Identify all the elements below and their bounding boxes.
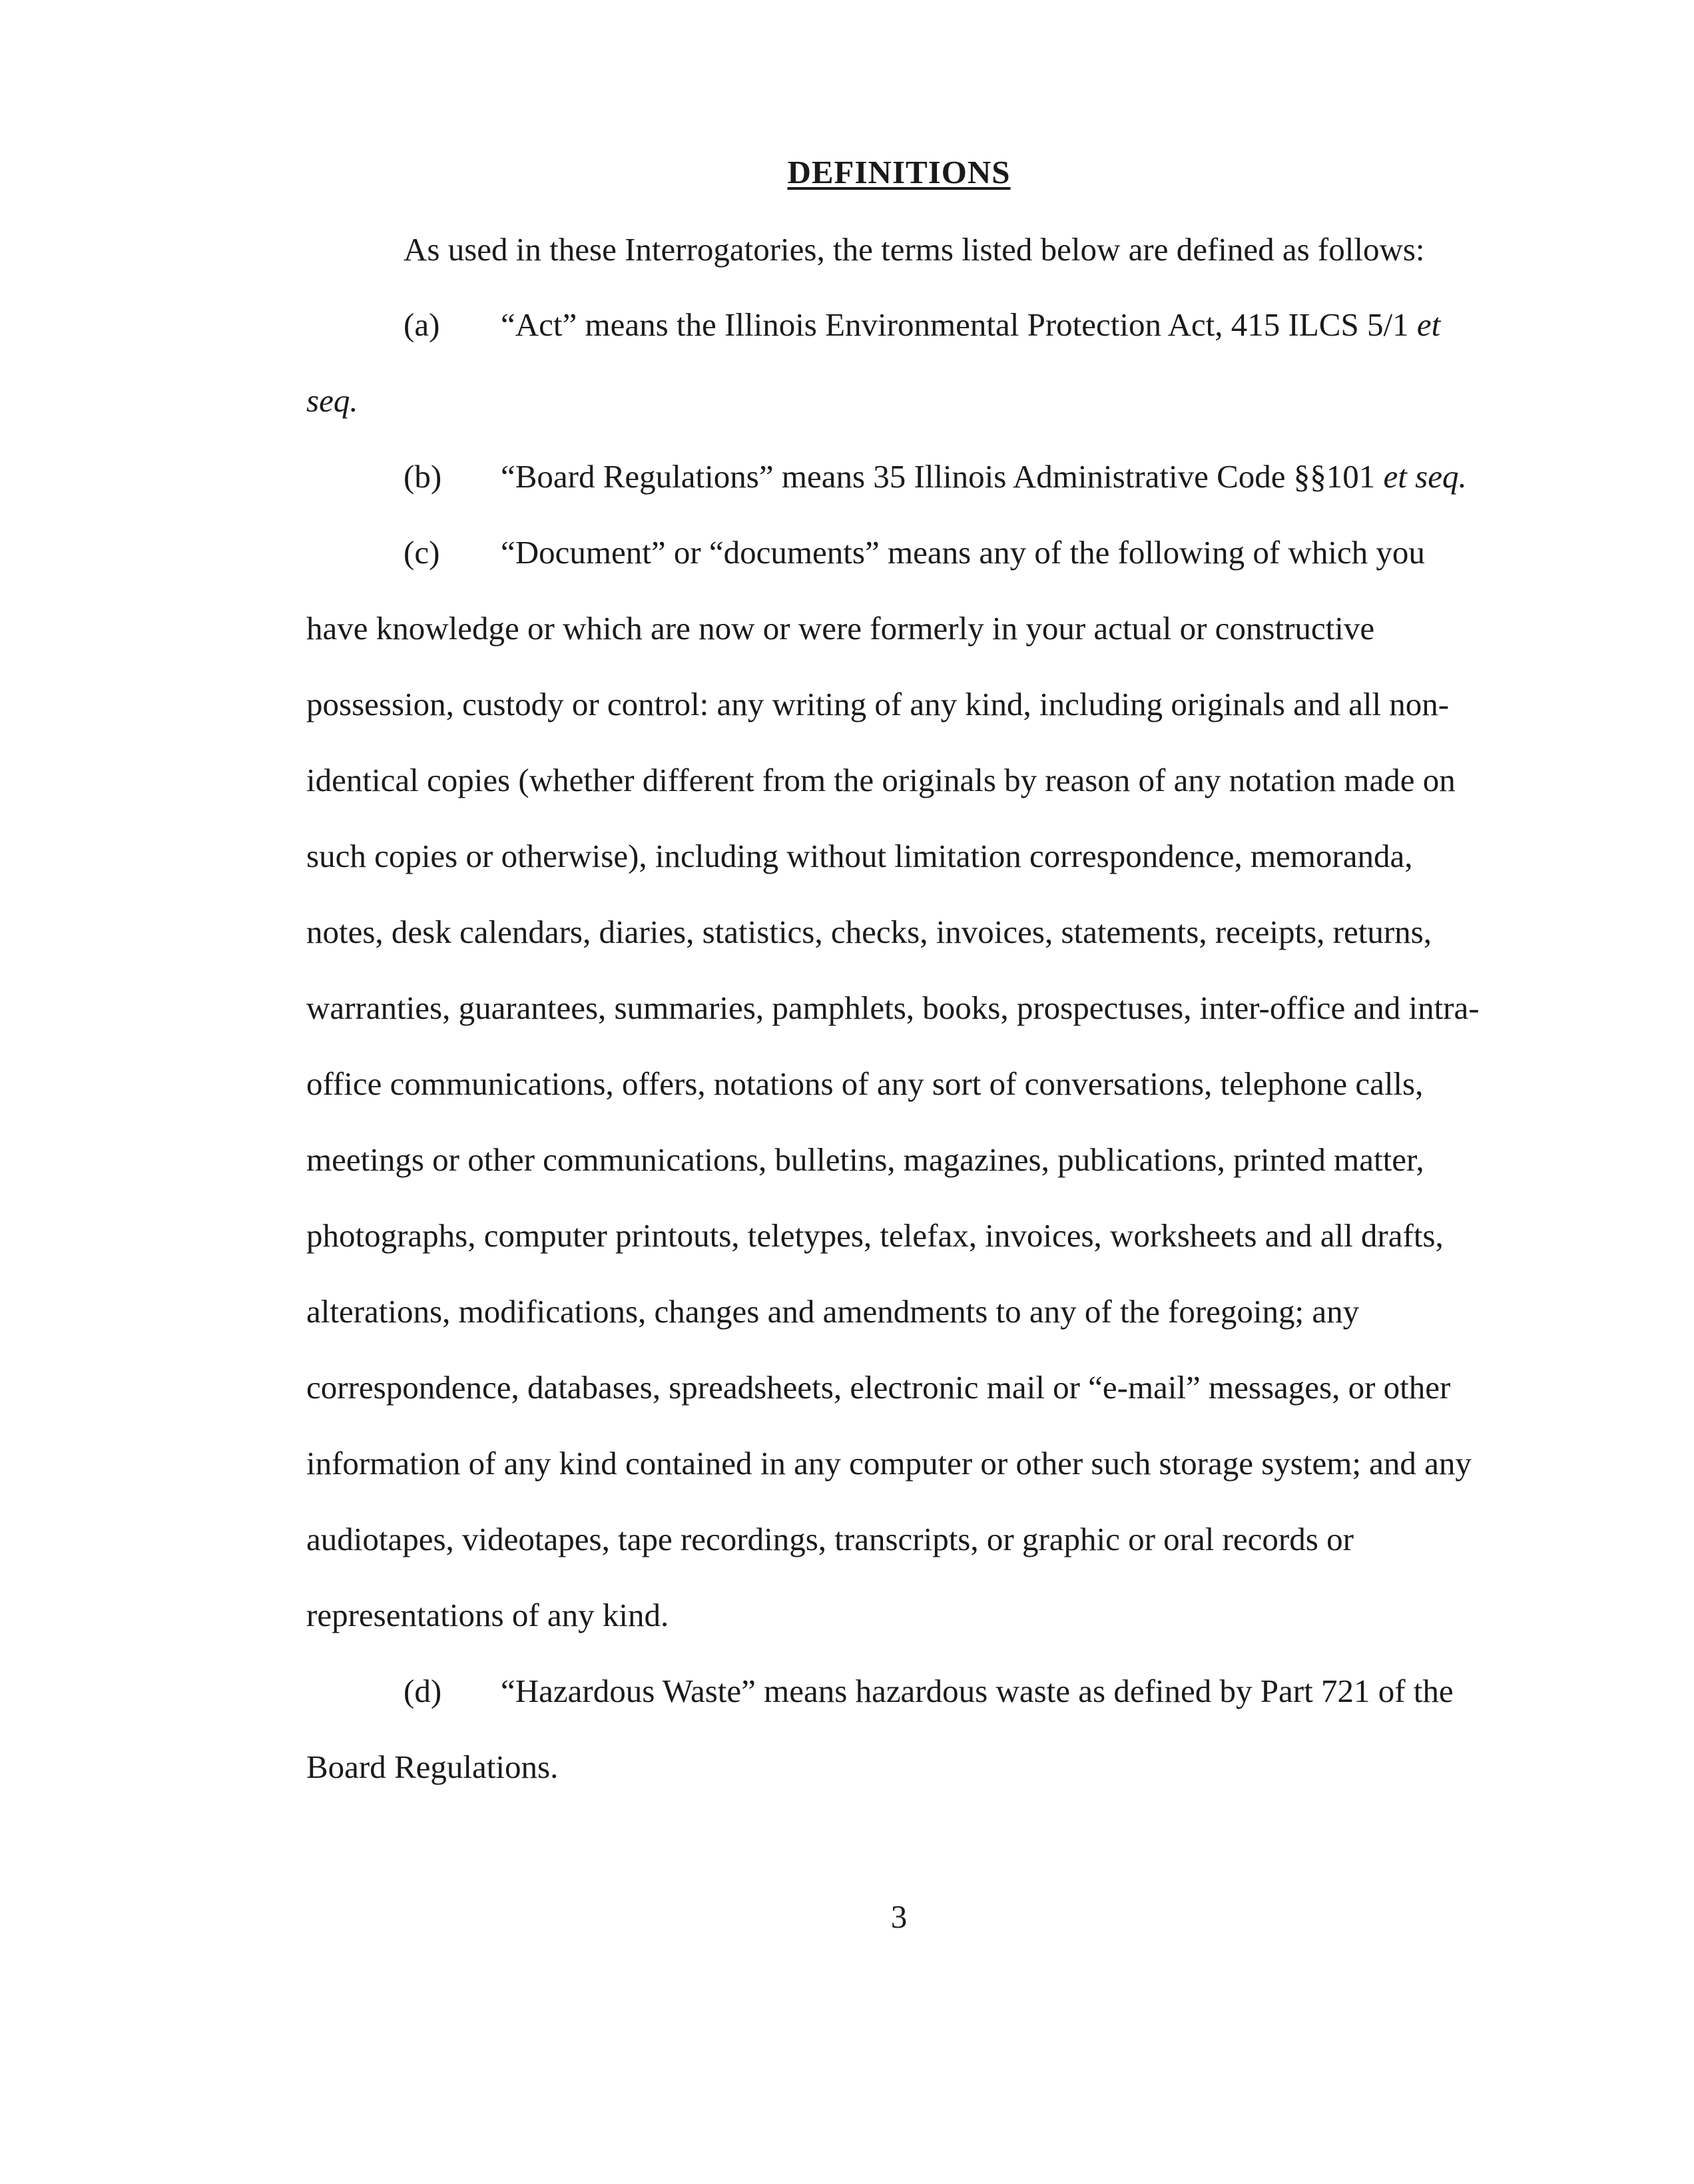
definition-c-line: warranties, guarantees, summaries, pamphlets, books, prospectuses, inter-office and intra-	[306, 989, 1480, 1026]
definition-b-first-line: “Board Regulations” means 35 Illinois Administrative Code §§101	[501, 458, 1384, 495]
definition-a-italic-continuation: seq.	[306, 382, 358, 419]
definition-c-label: (c)	[404, 534, 440, 571]
definition-a-text	[501, 305, 1440, 345]
intro-paragraph: As used in these Interrogatories, the terms listed below are defined as follows:	[404, 231, 1425, 268]
definition-c-line: photographs, computer printouts, teletypes, telefax, invoices, worksheets and all drafts,	[306, 1217, 1444, 1254]
definition-a-label: (a)	[404, 306, 440, 343]
definition-d-continuation: Board Regulations.	[306, 1749, 559, 1785]
definition-c-line: possession, custody or control: any writing of any kind, including originals and all non-	[306, 686, 1450, 722]
definition-a-first-line: “Act” means the Illinois Environmental Protection Act, 415 ILCS 5/1	[501, 306, 1417, 343]
definition-c-line: office communications, offers, notations of any sort of conversations, telephone calls,	[306, 1065, 1424, 1102]
definition-c-line: information of any kind contained in any computer or other such storage system; and any	[306, 1445, 1472, 1482]
definition-b-italic: et seq.	[1383, 458, 1467, 495]
definition-d-label: (d)	[404, 1673, 442, 1709]
definition-c-line: representations of any kind.	[306, 1597, 669, 1633]
definition-c-line: notes, desk calendars, diaries, statistics, checks, invoices, statements, receipts, returns,	[306, 914, 1432, 950]
definition-a-italic: et	[1416, 306, 1441, 343]
definition-a-continuation	[306, 381, 358, 421]
definition-c-first-line: “Document” or “documents” means any of the following of which you	[501, 534, 1425, 571]
definition-c-line: meetings or other communications, bulletins, magazines, publications, printed matter,	[306, 1141, 1424, 1178]
definition-c-line: identical copies (whether different from the originals by reason of any notation made on	[306, 762, 1456, 798]
definition-b-text	[501, 457, 1467, 497]
definition-c-line: audiotapes, videotapes, tape recordings, transcripts, or graphic or oral records or	[306, 1521, 1354, 1557]
definition-c-line: correspondence, databases, spreadsheets, electronic mail or “e-mail” messages, or other	[306, 1369, 1451, 1406]
section-heading: DEFINITIONS	[787, 154, 1011, 190]
definition-b-label: (b)	[404, 458, 442, 495]
definition-c-line: alterations, modifications, changes and amendments to any of the foregoing; any	[306, 1293, 1360, 1330]
definition-d-first-line: “Hazardous Waste” means hazardous waste as defined by Part 721 of the	[501, 1673, 1454, 1709]
page-number: 3	[890, 1898, 908, 1935]
definition-c-line: have knowledge or which are now or were formerly in your actual or constructive	[306, 610, 1375, 647]
definition-c-line: such copies or otherwise), including without limitation correspondence, memoranda,	[306, 838, 1413, 874]
